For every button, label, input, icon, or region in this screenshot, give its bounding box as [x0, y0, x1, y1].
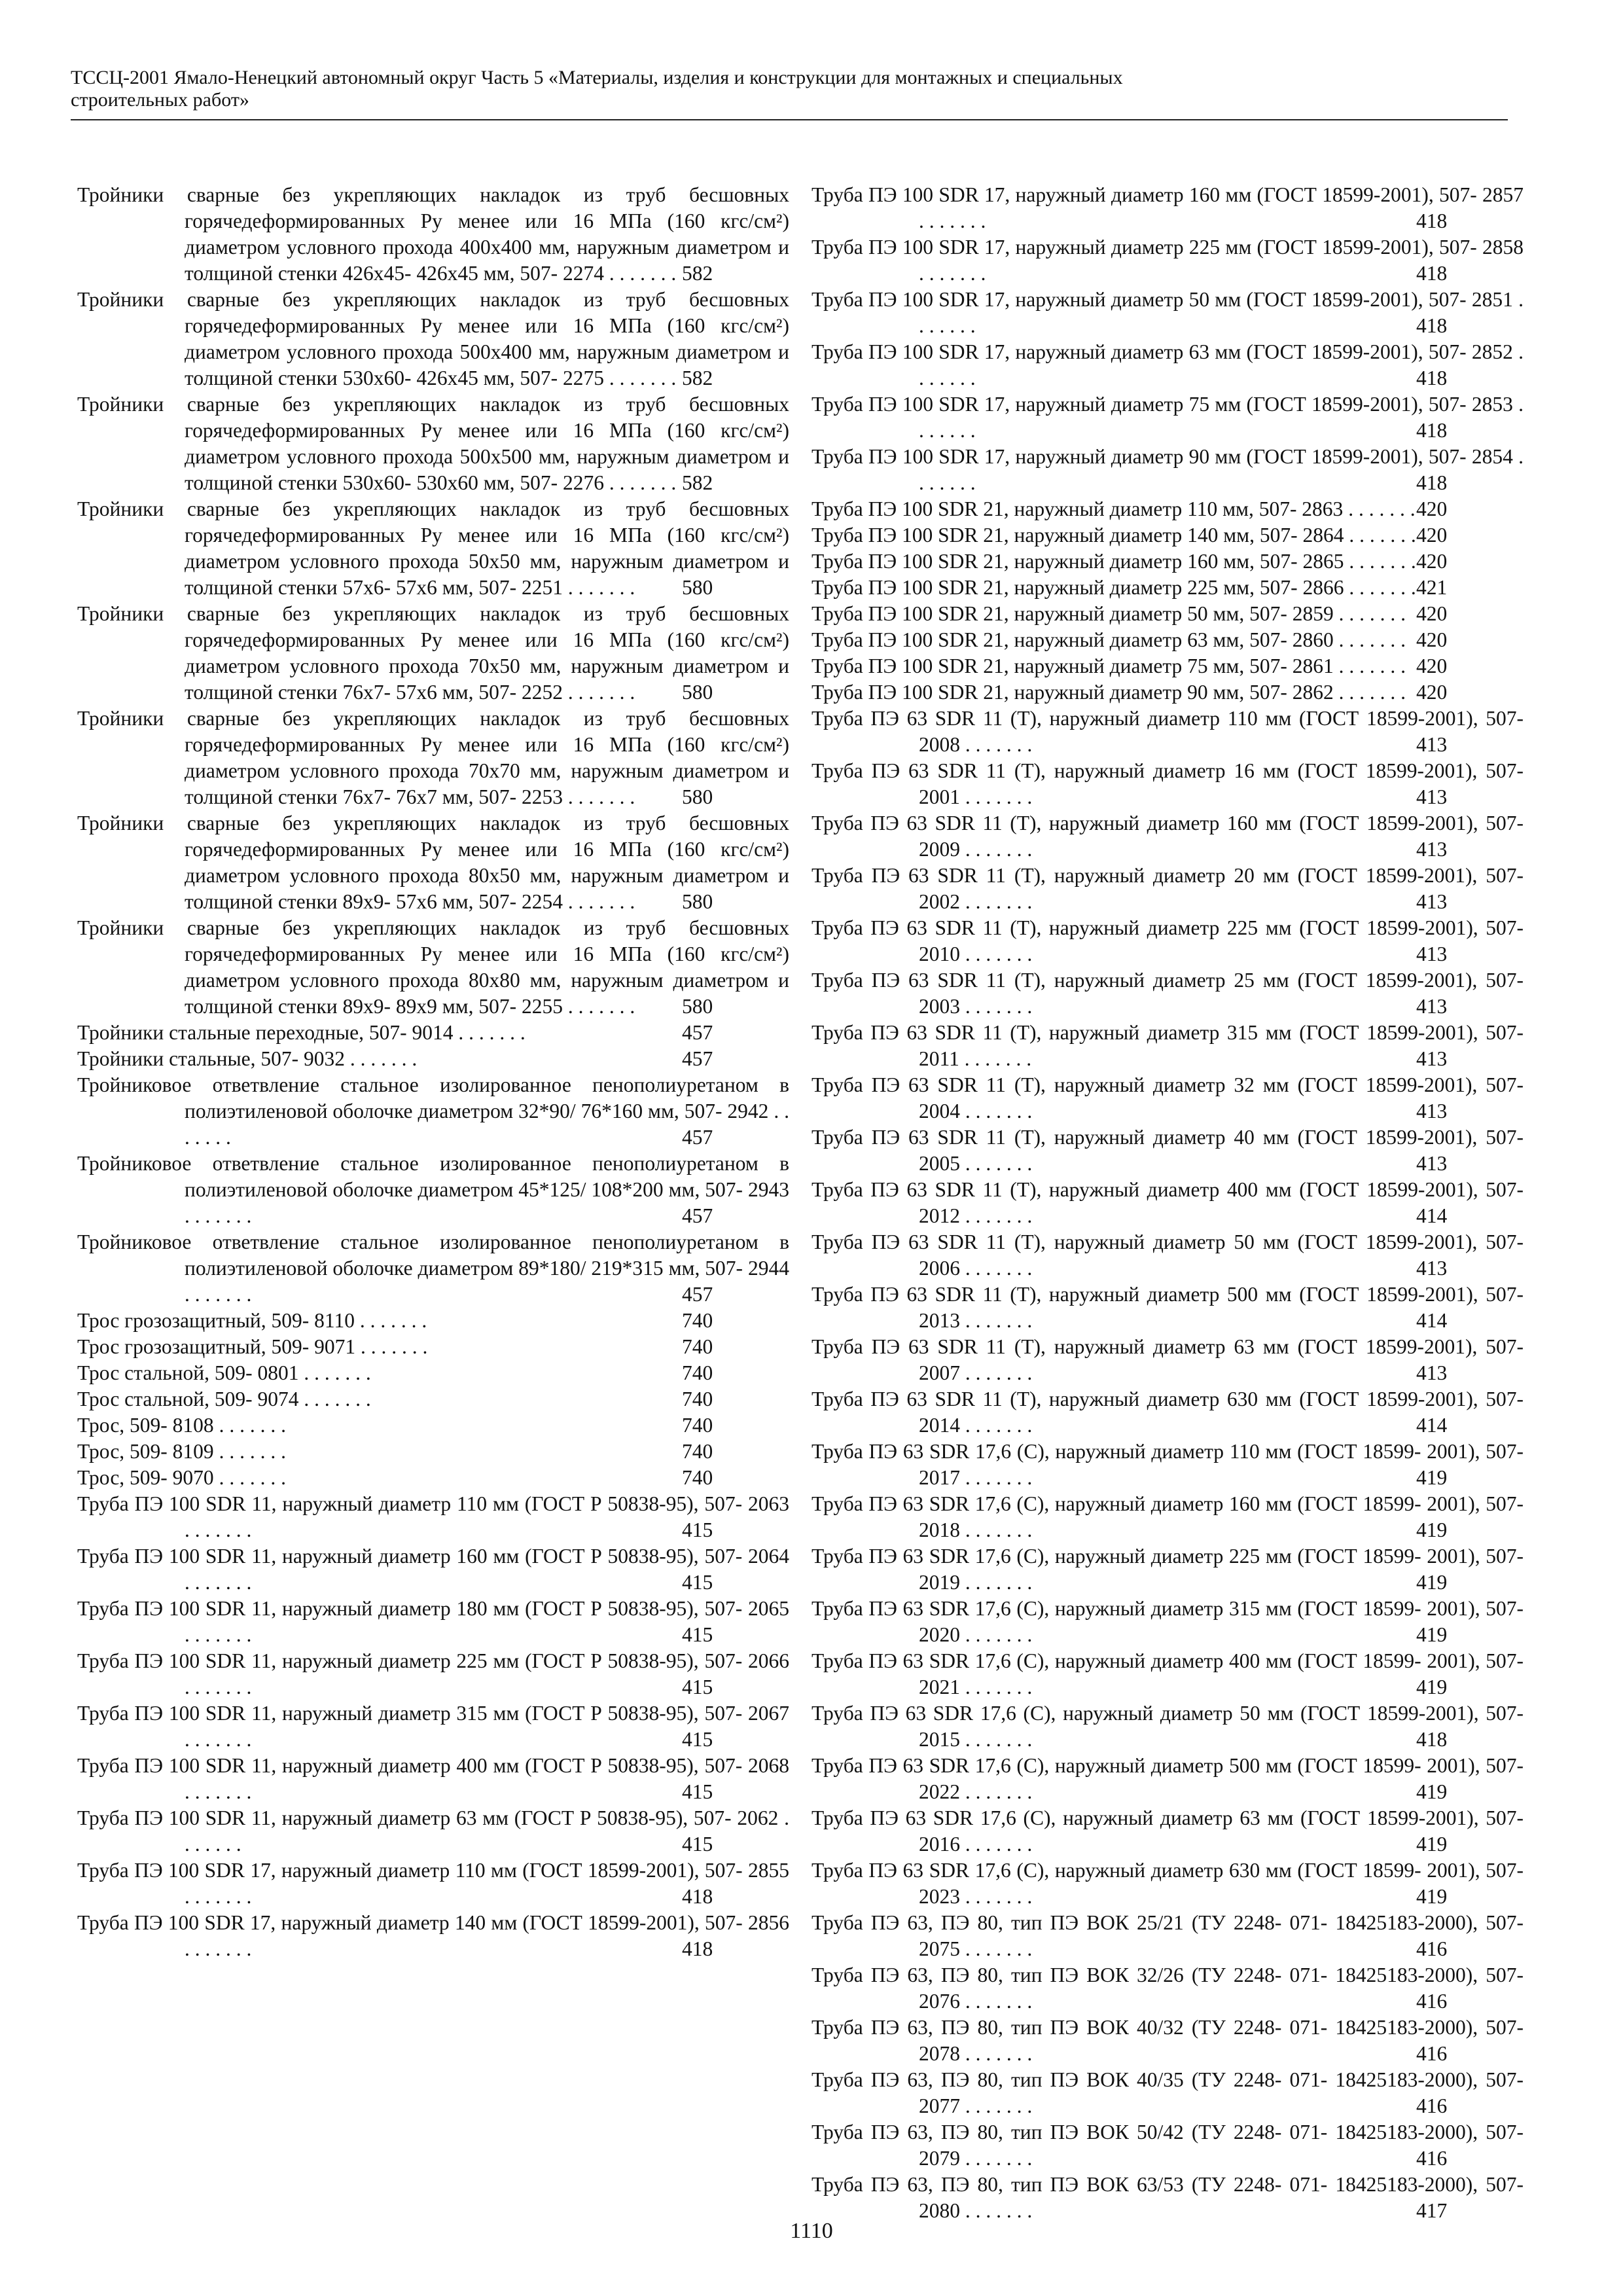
index-entry-text: Трос стальной, 509- 0801 — [77, 1361, 299, 1384]
index-entry-text: Труба ПЭ 63 SDR 11 (Т), наружный диаметр 32 мм (ГОСТ 18599-2001), 507- 2004 — [812, 1073, 1524, 1122]
index-entry-text: Труба ПЭ 63 SDR 11 (Т), наружный диаметр 160 мм (ГОСТ 18599-2001), 507- 2009 — [812, 812, 1524, 861]
index-entry: Труба ПЭ 63 SDR 11 (Т), наружный диаметр 315 мм (ГОСТ 18599-2001), 507- 2011 . . . . . . . 413 — [812, 1021, 1524, 1070]
index-entry: Тройники стальные переходные, 507- 9014 . . . . . . . 457 — [77, 1021, 713, 1044]
index-entry: Тройники сварные без укрепляющих накладок из труб бесшовных горячедеформированных Ру менее или 16 МПа (160 кгс/см²) диаметром условного прохода 80х80 мм, наружным диаметром и толщиной стенки 89х9- 89х9 мм, 507- 2255 . . . . . . . 580 — [77, 916, 789, 1018]
index-entry-text: Труба ПЭ 63 SDR 11 (Т), наружный диаметр 225 мм (ГОСТ 18599-2001), 507- 2010 — [812, 916, 1524, 965]
index-entry: Труба ПЭ 100 SDR 17, наружный диаметр 140 мм (ГОСТ 18599-2001), 507- 2856 . . . . . . . 418 — [77, 1911, 789, 1960]
index-entry-text: Труба ПЭ 63 SDR 17,6 (С), наружный диаметр 110 мм (ГОСТ 18599- 2001), 507- 2017 — [812, 1440, 1524, 1489]
index-entry: Тройниковое ответвление стальное изолированное пенополиуретаном в полиэтиленовой оболочке диаметром 89*180/ 219*315 мм, 507- 2944 . . . . . . . 457 — [77, 1230, 789, 1306]
index-entry-text: Труба ПЭ 63 SDR 17,6 (С), наружный диаметр 50 мм (ГОСТ 18599-2001), 507- 2015 — [812, 1702, 1524, 1751]
index-entry-text: Тройники стальные переходные, 507- 9014 — [77, 1021, 454, 1044]
index-entry: Труба ПЭ 100 SDR 17, наружный диаметр 50 мм (ГОСТ 18599-2001), 507- 2851 . . . . . . . 418 — [812, 288, 1524, 337]
index-entry-text: Тройники сварные без укрепляющих накладок из труб бесшовных горячедеформированных Ру менее или 16 МПа (160 кгс/см²) диаметром условного прохода 500х400 мм, наружным диаметром и толщиной стенки 530х60- 426х45 мм, 507- 2275 — [77, 288, 789, 389]
index-column-left — [77, 182, 789, 1962]
index-entry: Труба ПЭ 100 SDR 11, наружный диаметр 315 мм (ГОСТ Р 50838-95), 507- 2067 . . . . . . . 415 — [77, 1702, 789, 1751]
index-entry: Труба ПЭ 63 SDR 17,6 (С), наружный диаметр 160 мм (ГОСТ 18599- 2001), 507- 2018 . . . . . . . 419 — [812, 1492, 1524, 1541]
index-entry-text: Труба ПЭ 63 SDR 17,6 (С), наружный диаметр 160 мм (ГОСТ 18599- 2001), 507- 2018 — [812, 1492, 1524, 1541]
index-entry: Труба ПЭ 63, ПЭ 80, тип ПЭ ВОК 50/42 (ТУ 2248- 071- 18425183-2000), 507- 2079 . . . . . . . 416 — [812, 2121, 1524, 2170]
index-entry: Труба ПЭ 100 SDR 21, наружный диаметр 140 мм, 507- 2864 . . . . . . . 420 — [812, 524, 1448, 547]
index-entry: Трос, 509- 9070 . . . . . . . 740 — [77, 1466, 713, 1489]
index-entry: Труба ПЭ 100 SDR 17, наружный диаметр 75 мм (ГОСТ 18599-2001), 507- 2853 . . . . . . . 418 — [812, 393, 1524, 442]
index-entry-text: Труба ПЭ 63 SDR 11 (Т), наружный диаметр 16 мм (ГОСТ 18599-2001), 507- 2001 — [812, 759, 1524, 808]
index-entry: Труба ПЭ 63 SDR 17,6 (С), наружный диаметр 110 мм (ГОСТ 18599- 2001), 507- 2017 . . . . . . . 419 — [812, 1440, 1524, 1489]
index-entry: Труба ПЭ 100 SDR 21, наружный диаметр 75 мм, 507- 2861 . . . . . . . 420 — [812, 655, 1448, 677]
index-entry-text: Тройниковое ответвление стальное изолированное пенополиуретаном в полиэтиленовой оболочке диаметром 45*125/ 108*200 мм, 507- 2943 — [77, 1152, 789, 1201]
index-entry-text: Труба ПЭ 100 SDR 17, наружный диаметр 75 мм (ГОСТ 18599-2001), 507- 2853 — [812, 393, 1513, 416]
index-entry-text: Труба ПЭ 100 SDR 21, наружный диаметр 160 мм, 507- 2865 — [812, 550, 1344, 573]
index-entry-text: Труба ПЭ 63 SDR 11 (Т), наружный диаметр 500 мм (ГОСТ 18599-2001), 507- 2013 — [812, 1283, 1524, 1332]
index-entry-text: Труба ПЭ 63, ПЭ 80, тип ПЭ ВОК 40/35 (ТУ 2248- 071- 18425183-2000), 507- 2077 — [812, 2068, 1524, 2117]
index-entry-text: Труба ПЭ 63 SDR 17,6 (С), наружный диаметр 225 мм (ГОСТ 18599- 2001), 507- 2019 — [812, 1545, 1524, 1594]
index-entry: Тройники сварные без укрепляющих накладок из труб бесшовных горячедеформированных Ру менее или 16 МПа (160 кгс/см²) диаметром условного прохода 400х400 мм, наружным диаметром и толщиной стенки 426х45- 426х45 мм, 507- 2274 . . . . . . . 582 — [77, 183, 789, 285]
index-entry: Труба ПЭ 100 SDR 11, наружный диаметр 160 мм (ГОСТ Р 50838-95), 507- 2064 . . . . . . . 415 — [77, 1545, 789, 1594]
index-entry: Труба ПЭ 100 SDR 21, наружный диаметр 225 мм, 507- 2866 . . . . . . . 421 — [812, 576, 1448, 599]
index-entry-text: Труба ПЭ 100 SDR 21, наружный диаметр 75 мм, 507- 2861 — [812, 655, 1334, 677]
index-entry: Труба ПЭ 100 SDR 17, наружный диаметр 225 мм (ГОСТ 18599-2001), 507- 2858 . . . . . . . 418 — [812, 236, 1524, 285]
index-entry: Труба ПЭ 63 SDR 11 (Т), наружный диаметр 160 мм (ГОСТ 18599-2001), 507- 2009 . . . . . . . 413 — [812, 812, 1524, 861]
index-entry-text: Труба ПЭ 63 SDR 11 (Т), наружный диаметр 40 мм (ГОСТ 18599-2001), 507- 2005 — [812, 1126, 1524, 1175]
index-entry: Труба ПЭ 63 SDR 11 (Т), наружный диаметр 40 мм (ГОСТ 18599-2001), 507- 2005 . . . . . . . 413 — [812, 1126, 1524, 1175]
index-entry: Труба ПЭ 100 SDR 11, наружный диаметр 225 мм (ГОСТ Р 50838-95), 507- 2066 . . . . . . . 415 — [77, 1649, 789, 1698]
index-entry: Труба ПЭ 100 SDR 11, наружный диаметр 63 мм (ГОСТ Р 50838-95), 507- 2062 . . . . . . . 415 — [77, 1806, 789, 1856]
index-entry: Труба ПЭ 63 SDR 11 (Т), наружный диаметр 630 мм (ГОСТ 18599-2001), 507- 2014 . . . . . . . 414 — [812, 1388, 1524, 1437]
index-entry-text: Труба ПЭ 100 SDR 11, наружный диаметр 160 мм (ГОСТ Р 50838-95), 507- 2064 — [77, 1545, 789, 1568]
index-entry: Труба ПЭ 63 SDR 11 (Т), наружный диаметр 20 мм (ГОСТ 18599-2001), 507- 2002 . . . . . . . 413 — [812, 864, 1524, 913]
index-entry: Трос грозозащитный, 509- 9071 . . . . . . . 740 — [77, 1335, 713, 1358]
index-entry: Труба ПЭ 100 SDR 21, наружный диаметр 160 мм, 507- 2865 . . . . . . . 420 — [812, 550, 1448, 573]
header-line-2: строительных работ» — [71, 89, 249, 111]
running-header — [71, 67, 1508, 111]
index-entry-text: Труба ПЭ 100 SDR 21, наружный диаметр 90 мм, 507- 2862 — [812, 681, 1334, 704]
index-entry: Труба ПЭ 100 SDR 17, наружный диаметр 110 мм (ГОСТ 18599-2001), 507- 2855 . . . . . . . 418 — [77, 1859, 789, 1908]
index-entry-text: Трос грозозащитный, 509- 8110 — [77, 1309, 355, 1332]
index-entry-text: Труба ПЭ 63 SDR 11 (Т), наружный диаметр 50 мм (ГОСТ 18599-2001), 507- 2006 — [812, 1230, 1524, 1280]
index-entry: Труба ПЭ 63, ПЭ 80, тип ПЭ ВОК 25/21 (ТУ 2248- 071- 18425183-2000), 507- 2075 . . . . . . . 416 — [812, 1911, 1524, 1960]
index-entry: Труба ПЭ 63, ПЭ 80, тип ПЭ ВОК 40/32 (ТУ 2248- 071- 18425183-2000), 507- 2078 . . . . . . . 416 — [812, 2016, 1524, 2065]
index-entry-text: Труба ПЭ 63 SDR 17,6 (С), наружный диаметр 630 мм (ГОСТ 18599- 2001), 507- 2023 — [812, 1859, 1524, 1908]
index-entry: Труба ПЭ 100 SDR 17, наружный диаметр 63 мм (ГОСТ 18599-2001), 507- 2852 . . . . . . . 418 — [812, 340, 1524, 389]
index-entry-text: Тройниковое ответвление стальное изолированное пенополиуретаном в полиэтиленовой оболочке диаметром 32*90/ 76*160 мм, 507- 2942 — [77, 1073, 789, 1122]
index-entry: Труба ПЭ 63, ПЭ 80, тип ПЭ ВОК 32/26 (ТУ 2248- 071- 18425183-2000), 507- 2076 . . . . . . . 416 — [812, 1964, 1524, 2013]
index-entry-text: Труба ПЭ 100 SDR 11, наружный диаметр 225 мм (ГОСТ Р 50838-95), 507- 2066 — [77, 1649, 789, 1672]
index-entry: Труба ПЭ 63 SDR 17,6 (С), наружный диаметр 50 мм (ГОСТ 18599-2001), 507- 2015 . . . . . . . 418 — [812, 1702, 1524, 1751]
index-entry-text: Тройники сварные без укрепляющих накладок из труб бесшовных горячедеформированных Ру менее или 16 МПа (160 кгс/см²) диаметром условного прохода 400х400 мм, наружным диаметром и толщиной стенки 426х45- 426х45 мм, 507- 2274 — [77, 183, 789, 285]
index-entry: Труба ПЭ 63 SDR 11 (Т), наружный диаметр 50 мм (ГОСТ 18599-2001), 507- 2006 . . . . . . . 413 — [812, 1230, 1524, 1280]
index-entry: Труба ПЭ 63 SDR 17,6 (С), наружный диаметр 315 мм (ГОСТ 18599- 2001), 507- 2020 . . . . . . . 419 — [812, 1597, 1524, 1646]
index-entry: Труба ПЭ 63 SDR 11 (Т), наружный диаметр 110 мм (ГОСТ 18599-2001), 507- 2008 . . . . . . . 413 — [812, 707, 1524, 756]
index-entry-text: Тройниковое ответвление стальное изолированное пенополиуретаном в полиэтиленовой оболочке диаметром 89*180/ 219*315 мм, 507- 2944 — [77, 1230, 789, 1280]
index-entry: Труба ПЭ 63 SDR 17,6 (С), наружный диаметр 400 мм (ГОСТ 18599- 2001), 507- 2021 . . . . . . . 419 — [812, 1649, 1524, 1698]
index-entry-text: Труба ПЭ 100 SDR 17, наружный диаметр 160 мм (ГОСТ 18599-2001), 507- 2857 — [812, 183, 1524, 206]
index-entry-text: Труба ПЭ 100 SDR 11, наружный диаметр 110 мм (ГОСТ Р 50838-95), 507- 2063 — [77, 1492, 789, 1515]
index-entry: Тройники сварные без укрепляющих накладок из труб бесшовных горячедеформированных Ру менее или 16 МПа (160 кгс/см²) диаметром условного прохода 70х50 мм, наружным диаметром и толщиной стенки 76х7- 57х6 мм, 507- 2252 . . . . . . . 580 — [77, 602, 789, 704]
index-entry-text: Труба ПЭ 63, ПЭ 80, тип ПЭ ВОК 63/53 (ТУ 2248- 071- 18425183-2000), 507- 2080 — [812, 2173, 1524, 2222]
index-entry: Труба ПЭ 63 SDR 11 (Т), наружный диаметр 32 мм (ГОСТ 18599-2001), 507- 2004 . . . . . . . 413 — [812, 1073, 1524, 1122]
index-entry: Труба ПЭ 63 SDR 11 (Т), наружный диаметр 25 мм (ГОСТ 18599-2001), 507- 2003 . . . . . . . 413 — [812, 969, 1524, 1018]
index-entry: Трос стальной, 509- 0801 . . . . . . . 740 — [77, 1361, 713, 1384]
index-entry: Трос, 509- 8108 . . . . . . . 740 — [77, 1414, 713, 1437]
index-entry-text: Труба ПЭ 100 SDR 17, наружный диаметр 110 мм (ГОСТ 18599-2001), 507- 2855 — [77, 1859, 789, 1882]
index-entry-text: Труба ПЭ 63, ПЭ 80, тип ПЭ ВОК 40/32 (ТУ 2248- 071- 18425183-2000), 507- 2078 — [812, 2016, 1524, 2065]
index-entry: Труба ПЭ 63 SDR 17,6 (С), наружный диаметр 63 мм (ГОСТ 18599-2001), 507- 2016 . . . . . . . 419 — [812, 1806, 1524, 1856]
index-entry-text: Труба ПЭ 100 SDR 21, наружный диаметр 50 мм, 507- 2859 — [812, 602, 1334, 625]
index-entry-text: Труба ПЭ 100 SDR 17, наружный диаметр 90 мм (ГОСТ 18599-2001), 507- 2854 — [812, 445, 1513, 468]
header-line-1: ТССЦ-2001 Ямало-Ненецкий автономный округ Часть 5 «Материалы, изделия и конструкции для монтажных и специальных — [71, 67, 1123, 88]
index-entry-text: Труба ПЭ 63 SDR 17,6 (С), наружный диаметр 500 мм (ГОСТ 18599- 2001), 507- 2022 — [812, 1754, 1524, 1803]
index-entry-text: Труба ПЭ 63 SDR 11 (Т), наружный диаметр 630 мм (ГОСТ 18599-2001), 507- 2014 — [812, 1388, 1524, 1437]
index-entry-text: Тройники сварные без укрепляющих накладок из труб бесшовных горячедеформированных Ру менее или 16 МПа (160 кгс/см²) диаметром условного прохода 50х50 мм, наружным диаметром и толщиной стенки 57х6- 57х6 мм, 507- 2251 — [77, 497, 789, 599]
index-entry: Труба ПЭ 63, ПЭ 80, тип ПЭ ВОК 63/53 (ТУ 2248- 071- 18425183-2000), 507- 2080 . . . . . . . 417 — [812, 2173, 1524, 2222]
index-entry-text: Труба ПЭ 100 SDR 21, наружный диаметр 63 мм, 507- 2860 — [812, 628, 1334, 651]
index-entry-text: Труба ПЭ 100 SDR 17, наружный диаметр 50 мм (ГОСТ 18599-2001), 507- 2851 — [812, 288, 1513, 311]
index-entry-text: Труба ПЭ 63 SDR 11 (Т), наружный диаметр 315 мм (ГОСТ 18599-2001), 507- 2011 — [812, 1021, 1524, 1070]
index-entry-text: Тройники сварные без укрепляющих накладок из труб бесшовных горячедеформированных Ру менее или 16 МПа (160 кгс/см²) диаметром условного прохода 70х50 мм, наружным диаметром и толщиной стенки 76х7- 57х6 мм, 507- 2252 — [77, 602, 789, 704]
index-entry-text: Труба ПЭ 63 SDR 11 (Т), наружный диаметр 63 мм (ГОСТ 18599-2001), 507- 2007 — [812, 1335, 1524, 1384]
index-entry-text: Труба ПЭ 100 SDR 21, наружный диаметр 225 мм, 507- 2866 — [812, 576, 1344, 599]
index-entry-text: Труба ПЭ 63, ПЭ 80, тип ПЭ ВОК 32/26 (ТУ 2248- 071- 18425183-2000), 507- 2076 — [812, 1964, 1524, 2013]
index-entry-text: Труба ПЭ 63 SDR 17,6 (С), наружный диаметр 400 мм (ГОСТ 18599- 2001), 507- 2021 — [812, 1649, 1524, 1698]
index-entry-text: Тройники сварные без укрепляющих накладок из труб бесшовных горячедеформированных Ру менее или 16 МПа (160 кгс/см²) диаметром условного прохода 80х50 мм, наружным диаметром и толщиной стенки 89х9- 57х6 мм, 507- 2254 — [77, 812, 789, 913]
index-entry-text: Трос, 509- 8108 — [77, 1414, 214, 1437]
page-number: 1110 — [790, 2219, 833, 2243]
index-entry-text: Труба ПЭ 63, ПЭ 80, тип ПЭ ВОК 50/42 (ТУ 2248- 071- 18425183-2000), 507- 2079 — [812, 2121, 1524, 2170]
index-entry-text: Трос грозозащитный, 509- 9071 — [77, 1335, 356, 1358]
index-entry-text: Труба ПЭ 100 SDR 17, наружный диаметр 63 мм (ГОСТ 18599-2001), 507- 2852 — [812, 340, 1513, 363]
header-rule — [71, 119, 1508, 120]
index-entry: Труба ПЭ 63 SDR 11 (Т), наружный диаметр 400 мм (ГОСТ 18599-2001), 507- 2012 . . . . . . . 414 — [812, 1178, 1524, 1227]
index-entry: Тройники сварные без укрепляющих накладок из труб бесшовных горячедеформированных Ру менее или 16 МПа (160 кгс/см²) диаметром условного прохода 500х500 мм, наружным диаметром и толщиной стенки 530х60- 530х60 мм, 507- 2276 . . . . . . . 582 — [77, 393, 789, 494]
index-entry: Трос, 509- 8109 . . . . . . . 740 — [77, 1440, 713, 1463]
index-entry: Труба ПЭ 63 SDR 11 (Т), наружный диаметр 500 мм (ГОСТ 18599-2001), 507- 2013 . . . . . . . 414 — [812, 1283, 1524, 1332]
index-entry: Тройниковое ответвление стальное изолированное пенополиуретаном в полиэтиленовой оболочке диаметром 45*125/ 108*200 мм, 507- 2943 . . . . . . . 457 — [77, 1152, 789, 1227]
index-entry-text: Труба ПЭ 100 SDR 21, наружный диаметр 140 мм, 507- 2864 — [812, 524, 1344, 547]
index-entry-text: Труба ПЭ 100 SDR 11, наружный диаметр 63 мм (ГОСТ Р 50838-95), 507- 2062 — [77, 1806, 779, 1829]
index-entry: Тройниковое ответвление стальное изолированное пенополиуретаном в полиэтиленовой оболочке диаметром 32*90/ 76*160 мм, 507- 2942 . . . . . . . 457 — [77, 1073, 790, 1149]
index-entry-text: Труба ПЭ 100 SDR 17, наружный диаметр 225 мм (ГОСТ 18599-2001), 507- 2858 — [812, 236, 1524, 259]
index-column-right — [812, 182, 1524, 2224]
index-entry: Тройники сварные без укрепляющих накладок из труб бесшовных горячедеформированных Ру менее или 16 МПа (160 кгс/см²) диаметром условного прохода 50х50 мм, наружным диаметром и толщиной стенки 57х6- 57х6 мм, 507- 2251 . . . . . . . 580 — [77, 497, 789, 599]
index-entry: Труба ПЭ 63 SDR 11 (Т), наружный диаметр 16 мм (ГОСТ 18599-2001), 507- 2001 . . . . . . . 413 — [812, 759, 1524, 808]
index-entry: Труба ПЭ 100 SDR 11, наружный диаметр 110 мм (ГОСТ Р 50838-95), 507- 2063 . . . . . . . 415 — [77, 1492, 789, 1541]
index-entry: Труба ПЭ 63 SDR 17,6 (С), наружный диаметр 225 мм (ГОСТ 18599- 2001), 507- 2019 . . . . . . . 419 — [812, 1545, 1524, 1594]
index-entry: Тройники сварные без укрепляющих накладок из труб бесшовных горячедеформированных Ру менее или 16 МПа (160 кгс/см²) диаметром условного прохода 70х70 мм, наружным диаметром и толщиной стенки 76х7- 76х7 мм, 507- 2253 . . . . . . . 580 — [77, 707, 789, 808]
index-entry: Тройники сварные без укрепляющих накладок из труб бесшовных горячедеформированных Ру менее или 16 МПа (160 кгс/см²) диаметром условного прохода 500х400 мм, наружным диаметром и толщиной стенки 530х60- 426х45 мм, 507- 2275 . . . . . . . 582 — [77, 288, 789, 389]
index-entry: Трос грозозащитный, 509- 8110 . . . . . . . 740 — [77, 1309, 713, 1332]
index-entry-text: Труба ПЭ 100 SDR 11, наружный диаметр 180 мм (ГОСТ Р 50838-95), 507- 2065 — [77, 1597, 789, 1620]
index-entry-text: Тройники стальные, 507- 9032 — [77, 1047, 345, 1070]
index-entry-text: Тройники сварные без укрепляющих накладок из труб бесшовных горячедеформированных Ру менее или 16 МПа (160 кгс/см²) диаметром условного прохода 500х500 мм, наружным диаметром и толщиной стенки 530х60- 530х60 мм, 507- 2276 — [77, 393, 789, 494]
index-entry-text: Трос стальной, 509- 9074 — [77, 1388, 299, 1410]
index-entry-text: Тройники сварные без укрепляющих накладок из труб бесшовных горячедеформированных Ру менее или 16 МПа (160 кгс/см²) диаметром условного прохода 80х80 мм, наружным диаметром и толщиной стенки 89х9- 89х9 мм, 507- 2255 — [77, 916, 789, 1018]
index-entry-text: Трос, 509- 8109 — [77, 1440, 214, 1463]
index-entry: Трос стальной, 509- 9074 . . . . . . . 740 — [77, 1388, 713, 1410]
index-entry-text: Труба ПЭ 100 SDR 21, наружный диаметр 110 мм, 507- 2863 — [812, 497, 1344, 520]
index-entry: Труба ПЭ 100 SDR 21, наружный диаметр 110 мм, 507- 2863 . . . . . . . 420 — [812, 497, 1448, 520]
index-entry-text: Труба ПЭ 100 SDR 17, наружный диаметр 140 мм (ГОСТ 18599-2001), 507- 2856 — [77, 1911, 789, 1934]
index-entry-text: Труба ПЭ 100 SDR 11, наружный диаметр 315 мм (ГОСТ Р 50838-95), 507- 2067 — [77, 1702, 789, 1725]
index-entry: Труба ПЭ 63, ПЭ 80, тип ПЭ ВОК 40/35 (ТУ 2248- 071- 18425183-2000), 507- 2077 . . . . . . . 416 — [812, 2068, 1524, 2117]
index-entry-text: Труба ПЭ 63 SDR 11 (Т), наружный диаметр 110 мм (ГОСТ 18599-2001), 507- 2008 — [812, 707, 1524, 756]
index-entry-text: Труба ПЭ 63 SDR 17,6 (С), наружный диаметр 315 мм (ГОСТ 18599- 2001), 507- 2020 — [812, 1597, 1524, 1646]
index-entry: Труба ПЭ 100 SDR 21, наружный диаметр 90 мм, 507- 2862 . . . . . . . 420 — [812, 681, 1448, 704]
index-entry-text: Тройники сварные без укрепляющих накладок из труб бесшовных горячедеформированных Ру менее или 16 МПа (160 кгс/см²) диаметром условного прохода 70х70 мм, наружным диаметром и толщиной стенки 76х7- 76х7 мм, 507- 2253 — [77, 707, 789, 808]
index-entry: Тройники сварные без укрепляющих накладок из труб бесшовных горячедеформированных Ру менее или 16 МПа (160 кгс/см²) диаметром условного прохода 80х50 мм, наружным диаметром и толщиной стенки 89х9- 57х6 мм, 507- 2254 . . . . . . . 580 — [77, 812, 789, 913]
index-entry: Труба ПЭ 100 SDR 17, наружный диаметр 160 мм (ГОСТ 18599-2001), 507- 2857 . . . . . . . 418 — [812, 183, 1524, 232]
index-entry-text: Трос, 509- 9070 — [77, 1466, 214, 1489]
index-entry: Труба ПЭ 100 SDR 17, наружный диаметр 90 мм (ГОСТ 18599-2001), 507- 2854 . . . . . . . 418 — [812, 445, 1524, 494]
index-entry: Труба ПЭ 100 SDR 21, наружный диаметр 50 мм, 507- 2859 . . . . . . . 420 — [812, 602, 1448, 625]
index-entry: Труба ПЭ 63 SDR 17,6 (С), наружный диаметр 630 мм (ГОСТ 18599- 2001), 507- 2023 . . . . . . . 419 — [812, 1859, 1524, 1908]
index-entry: Труба ПЭ 63 SDR 11 (Т), наружный диаметр 63 мм (ГОСТ 18599-2001), 507- 2007 . . . . . . . 413 — [812, 1335, 1524, 1384]
index-entry: Труба ПЭ 63 SDR 11 (Т), наружный диаметр 225 мм (ГОСТ 18599-2001), 507- 2010 . . . . . . . 413 — [812, 916, 1524, 965]
index-entry-text: Труба ПЭ 63 SDR 17,6 (С), наружный диаметр 63 мм (ГОСТ 18599-2001), 507- 2016 — [812, 1806, 1524, 1856]
index-entry: Тройники стальные, 507- 9032 . . . . . . . 457 — [77, 1047, 713, 1070]
index-entry: Труба ПЭ 100 SDR 11, наружный диаметр 400 мм (ГОСТ Р 50838-95), 507- 2068 . . . . . . . 415 — [77, 1754, 789, 1803]
index-entry-text: Труба ПЭ 63 SDR 11 (Т), наружный диаметр 20 мм (ГОСТ 18599-2001), 507- 2002 — [812, 864, 1524, 913]
index-entry-text: Труба ПЭ 63, ПЭ 80, тип ПЭ ВОК 25/21 (ТУ 2248- 071- 18425183-2000), 507- 2075 — [812, 1911, 1524, 1960]
index-entry: Труба ПЭ 100 SDR 21, наружный диаметр 63 мм, 507- 2860 . . . . . . . 420 — [812, 628, 1448, 651]
index-entry-text: Труба ПЭ 63 SDR 11 (Т), наружный диаметр 25 мм (ГОСТ 18599-2001), 507- 2003 — [812, 969, 1524, 1018]
index-entry: Труба ПЭ 63 SDR 17,6 (С), наружный диаметр 500 мм (ГОСТ 18599- 2001), 507- 2022 . . . . . . . 419 — [812, 1754, 1524, 1803]
index-entry-text: Труба ПЭ 100 SDR 11, наружный диаметр 400 мм (ГОСТ Р 50838-95), 507- 2068 — [77, 1754, 789, 1777]
index-entry: Труба ПЭ 100 SDR 11, наружный диаметр 180 мм (ГОСТ Р 50838-95), 507- 2065 . . . . . . . 415 — [77, 1597, 789, 1646]
index-entry-text: Труба ПЭ 63 SDR 11 (Т), наружный диаметр 400 мм (ГОСТ 18599-2001), 507- 2012 — [812, 1178, 1524, 1227]
